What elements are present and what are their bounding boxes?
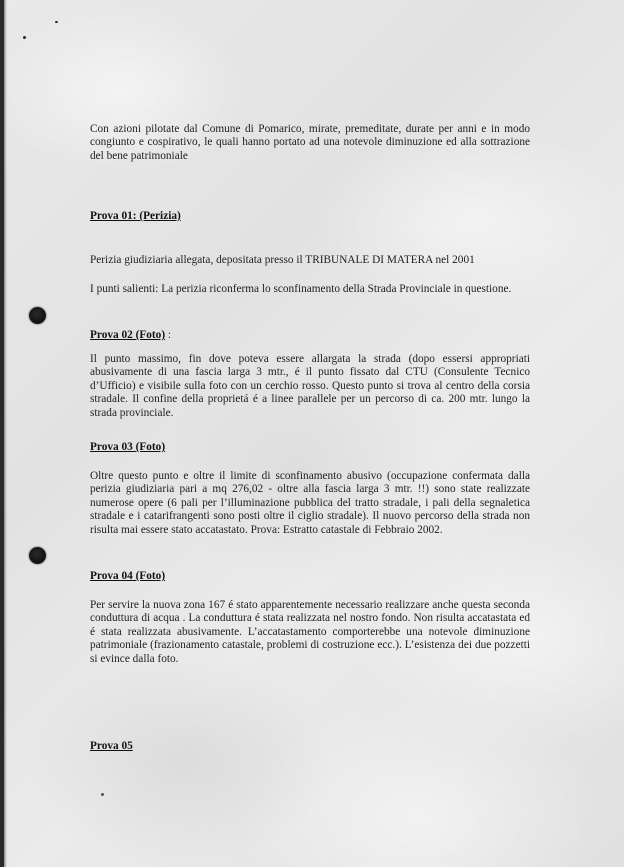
section-paragraph: Perizia giudiziaria allegata, depositata presso il TRIBUNALE DI MATERA nel 2001 bbox=[90, 254, 475, 266]
section-prova-01-body-2 bbox=[90, 283, 530, 296]
punch-hole-icon bbox=[29, 307, 46, 324]
section-prova-01-body bbox=[90, 254, 530, 267]
scan-speck bbox=[23, 36, 26, 39]
intro-block bbox=[90, 123, 530, 163]
section-prova-04 bbox=[90, 570, 530, 583]
section-prova-03 bbox=[90, 441, 530, 454]
section-heading: Prova 04 (Foto) bbox=[90, 570, 166, 582]
section-heading: Prova 05 bbox=[90, 740, 133, 752]
section-paragraph: I punti salienti: La perizia riconferma lo sconfinamento della Strada Provinciale in questione. bbox=[90, 283, 512, 295]
section-prova-02 bbox=[90, 325, 530, 343]
section-prova-04-body bbox=[90, 599, 530, 666]
section-prova-01 bbox=[90, 210, 530, 223]
section-heading-suffix: : bbox=[165, 329, 172, 341]
scan-speck bbox=[55, 21, 58, 23]
section-heading: Prova 01: (Perizia) bbox=[90, 210, 181, 222]
intro-paragraph: Con azioni pilotate dal Comune di Pomarico, mirate, premeditate, durate per anni e in modo congiunto e cospirativo, le quali hanno portato ad una notevole diminuzione ed alla sottrazione del bene patrimoniale bbox=[90, 123, 530, 162]
scan-edge-gradient bbox=[4, 0, 7, 867]
section-paragraph: Per servire la nuova zona 167 é stato apparentemente necessario realizzare anche questa seconda conduttura di acqua . La conduttura é stata realizzata nel nostro fondo. Non risulta accatastata ed é stata realizzata abusivamente. L’accatastamento comporterebbe una notevole diminuzione patrimoniale (frazionamento catastale, problemi di costruzione ecc.). L’esistenza dei due pozzetti si evince dalla foto. bbox=[90, 599, 530, 665]
section-heading: Prova 03 (Foto) bbox=[90, 441, 166, 453]
section-heading: Prova 02 (Foto) bbox=[90, 329, 166, 341]
punch-hole-icon bbox=[29, 547, 46, 564]
section-prova-03-body bbox=[90, 470, 530, 537]
section-paragraph: Oltre questo punto e oltre il limite di sconfinamento abusivo (occupazione confermata dalla perizia giudiziaria pari a mq 276,02 - oltre alla fascia larga 3 mtr. !!) sono state realizzate numerose opere (6 pali per l’illuminazione pubblica del tratto stradale, i pali della segnaletica stradale e i catarifrangenti sono posti oltre il ciglio stradale). Il nuovo percorso della strada non risulta mai essere stato accatastato. Prova: Estratto catastale di Febbraio 2002. bbox=[90, 470, 530, 536]
section-paragraph: Il punto massimo, fin dove poteva essere allargata la strada (dopo essersi appropriati abusivamente di una fascia larga 3 mtr., é il punto fissato dal CTU (Consulente Tecnico d’Ufficio) e visibile sulla foto con un cerchio rosso. Questo punto si trova al centro della corsia stradale. Il confine della proprietá é a linee parallele per un percorso di ca. 200 mtr. lungo la strada provinciale. bbox=[90, 353, 530, 419]
scan-speck bbox=[101, 793, 104, 796]
section-prova-05 bbox=[90, 740, 530, 753]
section-prova-02-body bbox=[90, 353, 530, 420]
